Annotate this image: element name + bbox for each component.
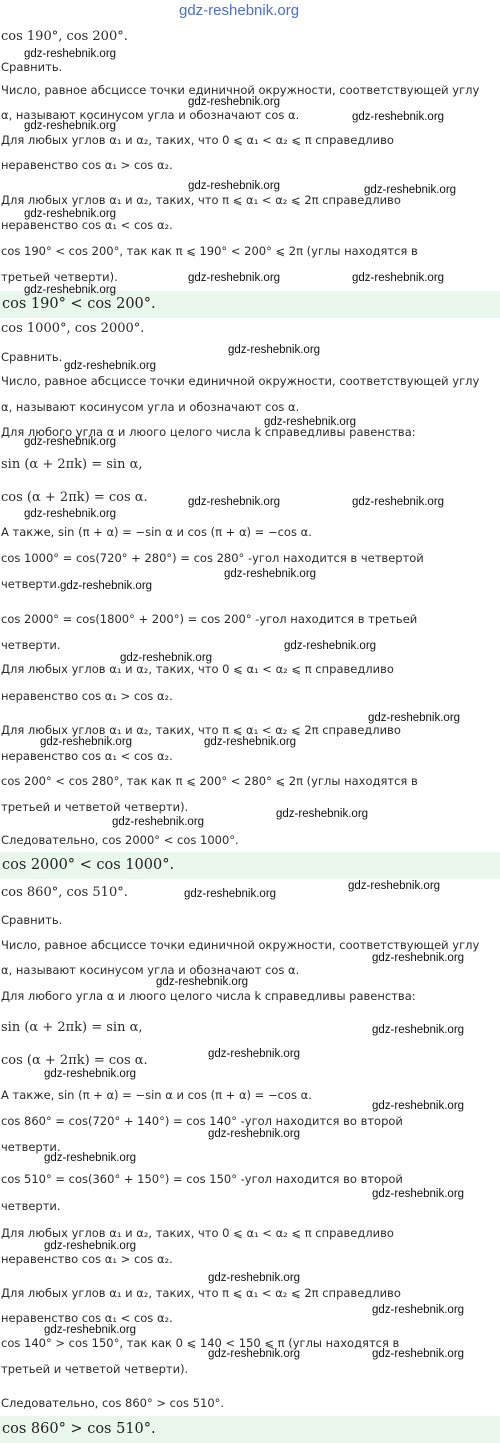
watermark-text: gdz-reshebnik.org bbox=[188, 272, 281, 284]
watermark-text: gdz-reshebnik.org bbox=[44, 1068, 137, 1080]
watermark-text: gdz-reshebnik.org bbox=[368, 712, 461, 724]
watermark-text: gdz-reshebnik.org bbox=[276, 808, 369, 820]
formula-line: sin (α + 2πk) = sin α, bbox=[1, 458, 143, 472]
text-line: Следовательно, cos 2000° < cos 1000°. bbox=[1, 833, 239, 847]
text-line: Число, равное абсциссе точки единичной окружности, соответствующей углу bbox=[1, 83, 480, 97]
watermark-text: gdz-reshebnik.org bbox=[224, 568, 317, 580]
watermark-text: gdz-reshebnik.org bbox=[156, 976, 249, 988]
watermark-text: gdz-reshebnik.org bbox=[348, 880, 441, 892]
text-line: неравенство cos α₁ < cos α₂. bbox=[1, 749, 173, 763]
watermark-text: gdz-reshebnik.org bbox=[44, 1240, 137, 1252]
text-line: Для любых углов α₁ и α₂, таких, что π ⩽ α₁ < α₂ ⩽ 2π справедливо bbox=[1, 723, 401, 737]
text-line: Сравнить. bbox=[1, 60, 63, 74]
watermark-text: gdz-reshebnik.org bbox=[184, 888, 277, 900]
watermark-text: gdz-reshebnik.org bbox=[372, 1024, 465, 1036]
text-line: Следовательно, cos 860° > cos 510°. bbox=[1, 1396, 225, 1410]
text-line: четверти. bbox=[1, 638, 61, 652]
watermark-text: gdz-reshebnik.org bbox=[352, 272, 445, 284]
answer-box: cos 190° < cos 200°. bbox=[0, 291, 500, 318]
text-line: Для любого угла α и люого целого числа k справедливы равенства: bbox=[1, 989, 416, 1003]
text-line: неравенство cos α₁ > cos α₂. bbox=[1, 689, 173, 703]
watermark-text: gdz-reshebnik.org bbox=[24, 436, 117, 448]
watermark-text: gdz-reshebnik.org bbox=[228, 344, 321, 356]
watermark-text: gdz-reshebnik.org bbox=[372, 952, 465, 964]
formula-line: cos 860°, cos 510°. bbox=[1, 886, 128, 900]
text-line: cos 140° > cos 150°, так как 0 ⩽ 140 < 150 ⩽ π (углы находятся в bbox=[1, 1336, 400, 1350]
text-line: Для любых углов α₁ и α₂, таких, что 0 ⩽ α₁ < α₂ ⩽ π справедливо bbox=[1, 1226, 394, 1240]
text-line: Сравнить. bbox=[1, 913, 63, 927]
watermark-text: gdz-reshebnik.org bbox=[208, 1272, 301, 1284]
watermark-text: gdz-reshebnik.org bbox=[60, 580, 153, 592]
watermark-text: gdz-reshebnik.org bbox=[120, 652, 213, 664]
watermark-text: gdz-reshebnik.org bbox=[64, 360, 157, 372]
watermark-text: gdz-reshebnik.org bbox=[44, 1152, 137, 1164]
text-line: Для любых углов α₁ и α₂, таких, что 0 ⩽ α₁ < α₂ ⩽ π справедливо bbox=[1, 662, 394, 676]
watermark-text: gdz-reshebnik.org bbox=[24, 208, 117, 220]
text-line: cos 200° < cos 280°, так как π ⩽ 200° < 280° ⩽ 2π (углы находятся в bbox=[1, 774, 418, 788]
answer-box: cos 2000° < cos 1000°. bbox=[0, 852, 500, 879]
watermark-text: gdz-reshebnik.org bbox=[208, 1048, 301, 1060]
text-line: третьей и четветой четверти). bbox=[1, 1362, 189, 1376]
watermark-text: gdz-reshebnik.org bbox=[24, 508, 117, 520]
text-line: α, называют косинусом угла и обозначают cos α. bbox=[1, 400, 300, 414]
text-line: cos 510° = cos(360° + 150°) = cos 150° -угол находится во второй bbox=[1, 1172, 403, 1186]
text-line: cos 2000° = cos(1800° + 200°) = cos 200° -угол находится в третьей bbox=[1, 612, 418, 626]
text-line: неравенство cos α₁ < cos α₂. bbox=[1, 218, 173, 232]
text-line: четверти. bbox=[1, 1199, 61, 1213]
watermark-text: gdz-reshebnik.org bbox=[372, 1304, 465, 1316]
watermark-text: gdz-reshebnik.org bbox=[188, 96, 281, 108]
watermark-text: gdz-reshebnik.org bbox=[204, 736, 297, 748]
text-line: третьей четверти). bbox=[1, 270, 118, 284]
site-watermark-header[interactable]: gdz-reshebnik.org bbox=[179, 2, 300, 19]
watermark-text: gdz-reshebnik.org bbox=[44, 1324, 137, 1336]
watermark-text: gdz-reshebnik.org bbox=[208, 1348, 301, 1360]
text-line: cos 190° < cos 200°, так как π ⩽ 190° < 200° ⩽ 2π (углы находятся в bbox=[1, 244, 418, 258]
watermark-text: gdz-reshebnik.org bbox=[24, 120, 117, 132]
text-line: Для любого угла α и люого целого числа k справедливы равенства: bbox=[1, 425, 416, 439]
formula-line: cos 1000°, cos 2000°. bbox=[1, 322, 145, 336]
watermark-text: gdz-reshebnik.org bbox=[208, 1128, 301, 1140]
formula-line: cos (α + 2πk) = cos α. bbox=[1, 1054, 148, 1068]
watermark-text: gdz-reshebnik.org bbox=[188, 180, 281, 192]
watermark-text: gdz-reshebnik.org bbox=[24, 284, 117, 296]
text-line: α, называют косинусом угла и обозначают cos α. bbox=[1, 108, 300, 122]
text-line: А также, sin (π + α) = −sin α и cos (π + α) = −cos α. bbox=[1, 525, 312, 539]
watermark-text: gdz-reshebnik.org bbox=[264, 416, 357, 428]
answer-box: cos 860° > cos 510°. bbox=[0, 1416, 500, 1443]
watermark-text: gdz-reshebnik.org bbox=[372, 1188, 465, 1200]
text-line: неравенство cos α₁ > cos α₂. bbox=[1, 1252, 173, 1266]
watermark-text: gdz-reshebnik.org bbox=[372, 1348, 465, 1360]
watermark-text: gdz-reshebnik.org bbox=[112, 816, 205, 828]
text-line: неравенство cos α₁ > cos α₂. bbox=[1, 158, 173, 172]
watermark-text: gdz-reshebnik.org bbox=[284, 640, 377, 652]
watermark-text: gdz-reshebnik.org bbox=[352, 111, 445, 123]
text-line: Число, равное абсциссе точки единичной окружности, соответствующей углу bbox=[1, 374, 480, 388]
text-line: Сравнить. bbox=[1, 350, 63, 364]
text-line: Для любых углов α₁ и α₂, таких, что π ⩽ α₁ < α₂ ⩽ 2π справедливо bbox=[1, 193, 401, 207]
text-line: четверти. bbox=[1, 1140, 61, 1154]
formula-line: cos (α + 2πk) = cos α. bbox=[1, 491, 148, 505]
text-line: cos 1000° = cos(720° + 280°) = cos 280° -угол находится в четвертой bbox=[1, 551, 424, 565]
watermark-text: gdz-reshebnik.org bbox=[40, 736, 133, 748]
text-line: Число, равное абсциссе точки единичной окружности, соответствующей углу bbox=[1, 938, 480, 952]
text-line: cos 860° = cos(720° + 140°) = cos 140° -угол находится во второй bbox=[1, 1114, 403, 1128]
formula-line: cos 190°, cos 200°. bbox=[1, 30, 128, 44]
watermark-text: gdz-reshebnik.org bbox=[24, 48, 117, 60]
watermark-text: gdz-reshebnik.org bbox=[372, 1100, 465, 1112]
watermark-text: gdz-reshebnik.org bbox=[364, 184, 457, 196]
text-line: Для любых углов α₁ и α₂, таких, что 0 ⩽ α₁ < α₂ ⩽ π справедливо bbox=[1, 133, 394, 147]
text-line: Для любых углов α₁ и α₂, таких, что π ⩽ α₁ < α₂ ⩽ 2π справедливо bbox=[1, 1286, 401, 1300]
text-line: третьей и четветой четверти). bbox=[1, 800, 189, 814]
text-line: неравенство cos α₁ < cos α₂. bbox=[1, 1311, 173, 1325]
formula-line: sin (α + 2πk) = sin α, bbox=[1, 1021, 143, 1035]
watermark-text: gdz-reshebnik.org bbox=[352, 496, 445, 508]
text-line: А также, sin (π + α) = −sin α и cos (π + α) = −cos α. bbox=[1, 1088, 312, 1102]
watermark-text: gdz-reshebnik.org bbox=[188, 496, 281, 508]
text-line: четверти. bbox=[1, 577, 61, 591]
text-line: α, называют косинусом угла и обозначают cos α. bbox=[1, 963, 300, 977]
